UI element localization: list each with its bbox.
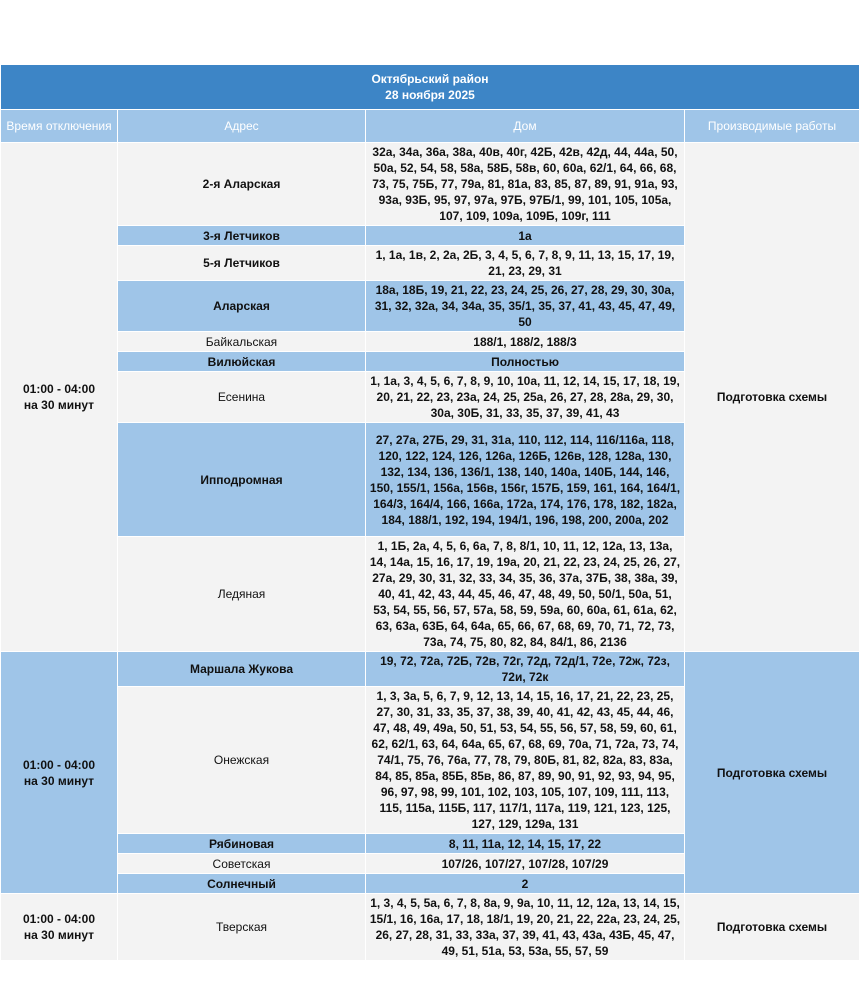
district-name: Октябрьский район <box>371 72 489 86</box>
house-list: 27, 27а, 27Б, 29, 31, 31а, 110, 112, 114, 116/116а, 118, 120, 122, 124, 126, 126а, 126Б, 126в, 128, 128а, 130, 132, 134, 136, 136/1, 138, 140, 140а, 140Б, 144, 146, 150, 155/1, 156а, 156в, 156г, 157Б, 159, 161, 164, 164/1, 164/3, 164/4, 166, 166а, 172а, 174, 176, 178, 182, 182а, 184, 188/1, 192, 194, 194/1, 196, 198, 200, 200а, 202 <box>366 423 685 537</box>
house-list: 2 <box>366 874 685 894</box>
street-name: Солнечный <box>118 874 366 894</box>
street-name: Ипподромная <box>118 423 366 537</box>
house-list: 1, 3, 4, 5, 5а, 6, 7, 8, 8а, 9, 9а, 10, 11, 12, 12а, 13, 14, 15, 15/1, 16, 16а, 17, 18, 18/1, 19, 20, 21, 22, 22а, 23, 24, 25, 26, 27, 28, 31, 33, 33а, 37, 39, 41, 43, 43а, 43Б, 45, 47, 49, 51, 51а, 53, 53а, 55, 57, 59 <box>366 894 685 961</box>
house-list: 1, 1а, 1в, 2, 2а, 2Б, 3, 4, 5, 6, 7, 8, 9, 11, 13, 15, 17, 19, 21, 23, 29, 31 <box>366 246 685 281</box>
table-row <box>1 652 860 687</box>
street-name: Ледяная <box>118 537 366 652</box>
house-list: 188/1, 188/2, 188/3 <box>366 332 685 352</box>
outage-time: 01:00 - 04:00 <box>22 757 96 772</box>
outage-table <box>0 64 860 961</box>
house-list: Полностью <box>366 352 685 372</box>
house-list: 107/26, 107/27, 107/28, 107/29 <box>366 854 685 874</box>
column-header-house: Дом <box>366 110 685 143</box>
street-name: 2-я Аларская <box>118 143 366 226</box>
column-header-time: Время отключения <box>1 110 118 143</box>
house-list: 1, 3, 3а, 5, 6, 7, 9, 12, 13, 14, 15, 16, 17, 21, 22, 23, 25, 27, 30, 31, 33, 35, 37, 38, 39, 40, 41, 42, 43, 45, 44, 46, 47, 48, 49, 49а, 50, 51, 53, 54, 55, 56, 57, 58, 59, 60, 61, 62, 62/1, 63, 64, 64а, 65, 67, 68, 69, 70а, 71, 72а, 73, 74, 74/1, 75, 76, 76а, 77, 78, 79, 80Б, 81, 82, 82а, 83, 83а, 84, 85, 85а, 85Б, 85в, 86, 87, 89, 90, 91, 92, 93, 94, 95, 96, 97, 98, 99, 101, 102, 103, 105, 107, 109, 111, 113, 115, 115а, 115Б, 117, 117/1, 117а, 119, 121, 123, 125, 127, 129, 129а, 131 <box>366 687 685 834</box>
column-header-address: Адрес <box>118 110 366 143</box>
table-row <box>1 894 860 961</box>
house-list: 18а, 18Б, 19, 21, 22, 23, 24, 25, 26, 27, 28, 29, 30, 30а, 31, 32, 32а, 34, 34а, 35, 35/1, 35, 37, 41, 43, 45, 47, 49, 50 <box>366 281 685 332</box>
house-list: 1а <box>366 226 685 246</box>
street-name: Маршала Жукова <box>118 652 366 687</box>
outage-duration: на 30 минут <box>23 773 95 788</box>
outage-time-cell <box>1 652 118 894</box>
street-name: Аларская <box>118 281 366 332</box>
house-list: 8, 11, 11а, 12, 14, 15, 17, 22 <box>366 834 685 854</box>
street-name: Рябиновая <box>118 834 366 854</box>
work-type: Подготовка схемы <box>685 894 860 961</box>
house-list: 1, 1а, 3, 4, 5, 6, 7, 8, 9, 10, 10а, 11, 12, 14, 15, 17, 18, 19, 20, 21, 22, 23, 23а, 24, 25, 25а, 26, 27, 28, 28а, 29, 30, 30а, 30Б, 31, 33, 35, 37, 39, 41, 43 <box>366 372 685 423</box>
street-name: Байкальская <box>118 332 366 352</box>
outage-time: 01:00 - 04:00 <box>22 912 96 926</box>
table-row <box>1 143 860 226</box>
table-title <box>1 65 860 110</box>
work-type: Подготовка схемы <box>685 143 860 652</box>
street-name: Советская <box>118 854 366 874</box>
street-name: Вилюйская <box>118 352 366 372</box>
house-list: 19, 72, 72а, 72Б, 72в, 72г, 72д, 72д/1, 72е, 72ж, 72з, 72и, 72к <box>366 652 685 687</box>
column-header-work: Производимые работы <box>685 110 860 143</box>
street-name: 3-я Летчиков <box>118 226 366 246</box>
work-type: Подготовка схемы <box>685 652 860 894</box>
outage-time-cell <box>1 894 118 961</box>
outage-duration: на 30 минут <box>23 928 95 942</box>
outage-time-cell <box>1 143 118 652</box>
street-name: Тверская <box>118 894 366 961</box>
outage-schedule <box>0 64 859 961</box>
house-list: 32а, 34а, 36а, 38а, 40в, 40г, 42Б, 42в, 42д, 44, 44а, 50, 50а, 52, 54, 58, 58а, 58Б, 58в, 60, 60а, 62/1, 64, 66, 68, 73, 75, 75Б, 77, 79а, 81, 81а, 83, 85, 87, 89, 91, 91а, 93, 93а, 93Б, 95, 97, 97а, 97Б, 97Б/1, 99, 101, 105, 105а, 107, 109, 109а, 109Б, 109г, 111 <box>366 143 685 226</box>
outage-time: 01:00 - 04:00 <box>22 382 96 396</box>
outage-date: 28 ноября 2025 <box>385 88 475 102</box>
street-name: Онежская <box>118 687 366 834</box>
house-list: 1, 1Б, 2а, 4, 5, 6, 6а, 7, 8, 8/1, 10, 11, 12, 12а, 13, 13а, 14, 14а, 15, 16, 17, 19, 19а, 20, 21, 22, 23, 24, 25, 26, 27, 27а, 29, 30, 31, 32, 33, 34, 35, 36, 37а, 37Б, 38, 38а, 39, 40, 41, 42, 43, 44, 45, 46, 47, 48, 49, 50, 50/1, 50а, 51, 53, 54, 55, 56, 57, 57а, 58, 59, 59а, 60, 60а, 61, 61а, 62, 63, 63а, 63Б, 64, 64а, 65, 66, 67, 68, 69, 70, 71, 72, 73, 73а, 74, 75, 80, 82, 84, 84/1, 86, 2136 <box>366 537 685 652</box>
street-name: 5-я Летчиков <box>118 246 366 281</box>
outage-duration: на 30 минут <box>23 398 95 412</box>
street-name: Есенина <box>118 372 366 423</box>
